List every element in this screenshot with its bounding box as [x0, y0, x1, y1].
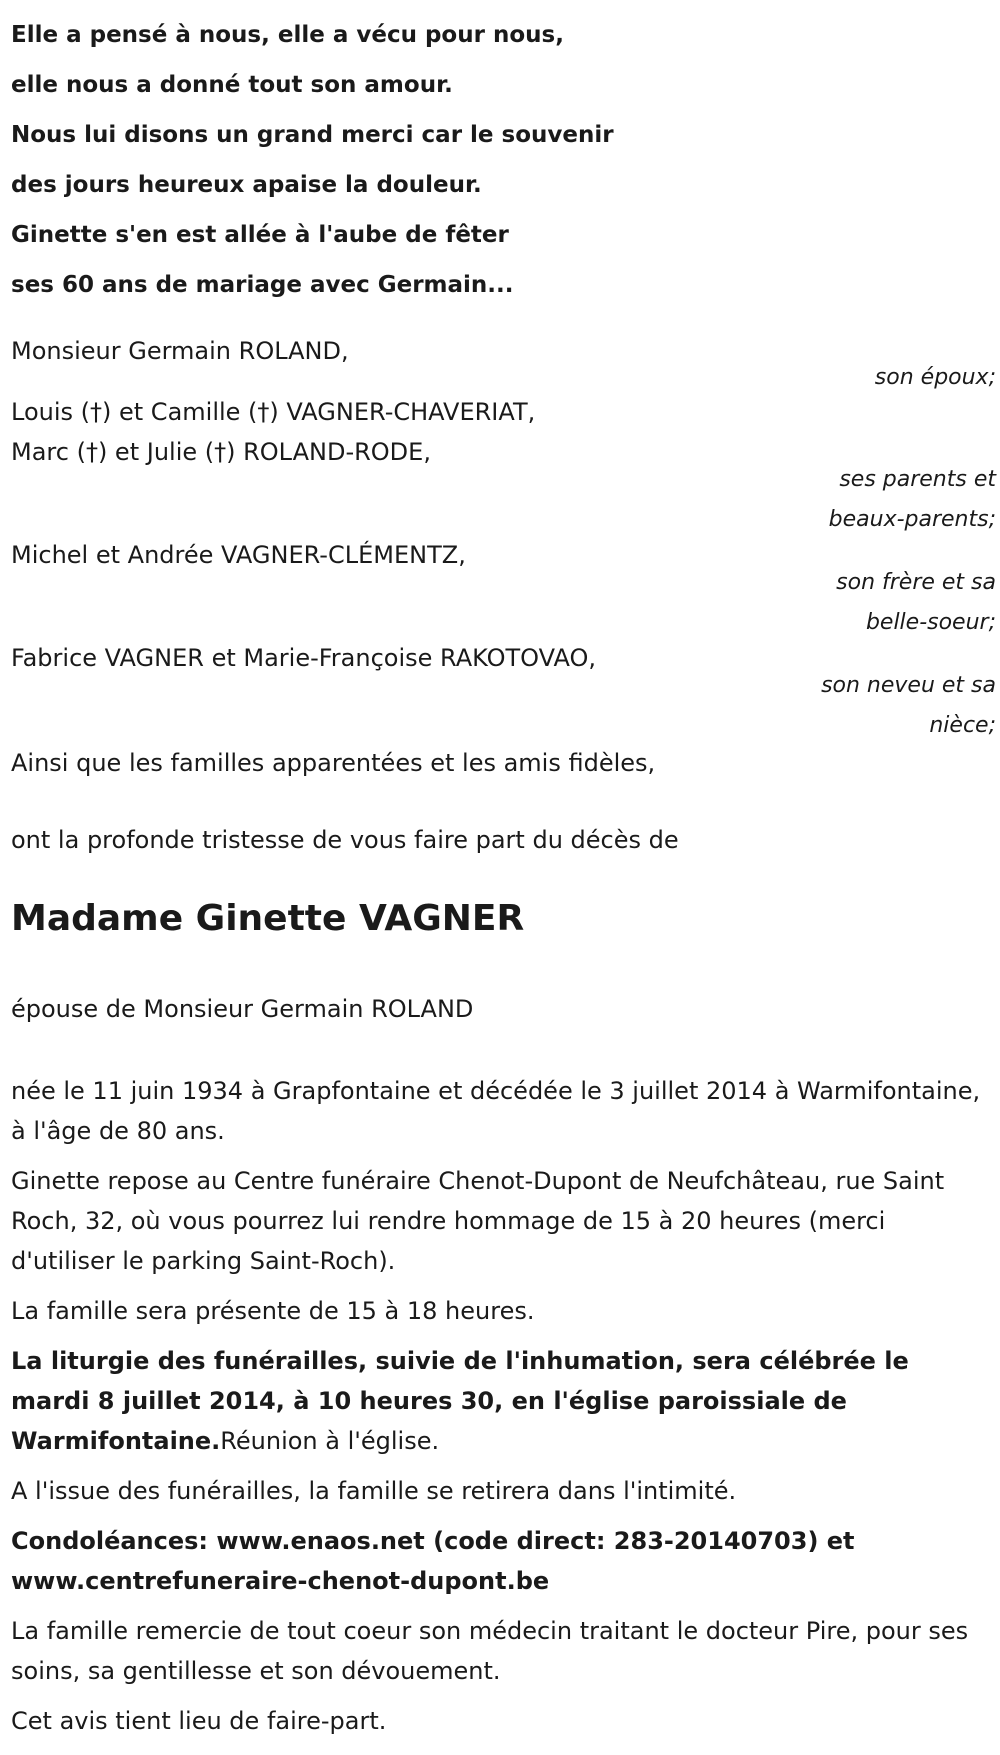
announcement: ont la profonde tristesse de vous faire part du décès de [11, 826, 679, 854]
others-line: Ainsi que les familles apparentées et les amis fidèles, [11, 749, 656, 777]
poem-line: elle nous a donné tout son amour. [11, 72, 453, 98]
parents-line-2: Marc (†) et Julie (†) ROLAND-RODE, [11, 438, 431, 466]
after-funeral: A l'issue des funérailles, la famille se retirera dans l'intimité. [11, 1477, 737, 1505]
liturgy-bold-text: La liturgie des funérailles, suivie de l'inhumation, sera célébrée le mardi 8 juillet 2014, à 10 heures 30, en l'église paroissiale de Warmifontaine. [11, 1347, 909, 1455]
closing: Cet avis tient lieu de faire-part. [11, 1707, 387, 1735]
birth-death-info: née le 11 juin 1934 à Grapfontaine et décédée le 3 juillet 2014 à Warmifontaine, à l'âge de 80 ans. [11, 1077, 981, 1145]
nephew-role-line-1: son neveu et sa [821, 673, 996, 698]
nephew-name: Fabrice VAGNER et Marie-Françoise RAKOTOVAO, [11, 644, 596, 672]
nephew-role-line-2: nièce; [929, 713, 996, 738]
sibling-name: Michel et Andrée VAGNER-CLÉMENTZ, [11, 541, 466, 569]
spouse-role: son époux; [874, 365, 996, 390]
family-present: La famille sera présente de 15 à 18 heures. [11, 1297, 535, 1325]
sibling-role-line-1: son frère et sa [836, 570, 996, 595]
poem-line: Ginette s'en est allée à l'aube de fêter [11, 222, 509, 248]
poem [11, 10, 614, 310]
deceased-name: Madame Ginette VAGNER [11, 898, 525, 939]
liturgy-info [11, 1341, 986, 1461]
spouse-name: Monsieur Germain ROLAND, [11, 337, 349, 365]
thanks: La famille remercie de tout coeur son médecin traitant le docteur Pire, pour ses soins, sa gentillesse et son dévouement. [11, 1617, 969, 1685]
repose-info: Ginette repose au Centre funéraire Chenot-Dupont de Neufchâteau, rue Saint Roch, 32, où vous pourrez lui rendre hommage de 15 à 20 heures (merci d'utiliser le parking Saint-Roch). [11, 1167, 945, 1275]
condolences: Condoléances: www.enaos.net (code direct: 283-20140703) et www.centrefuneraire-chenot-dupont.be [11, 1527, 855, 1595]
poem-line: Nous lui disons un grand merci car le souvenir [11, 122, 614, 148]
parents-line-1: Louis (†) et Camille (†) VAGNER-CHAVERIAT, [11, 398, 536, 426]
poem-line: des jours heureux apaise la douleur. [11, 172, 482, 198]
spouse-of: épouse de Monsieur Germain ROLAND [11, 995, 474, 1023]
sibling-role-line-2: belle-soeur; [865, 610, 996, 635]
parents-role-line-1: ses parents et [839, 467, 996, 492]
liturgy-regular-text: Réunion à l'église. [220, 1427, 440, 1455]
parents-role-line-2: beaux-parents; [828, 507, 996, 532]
poem-line: ses 60 ans de mariage avec Germain... [11, 272, 514, 298]
poem-line: Elle a pensé à nous, elle a vécu pour nous, [11, 22, 564, 48]
